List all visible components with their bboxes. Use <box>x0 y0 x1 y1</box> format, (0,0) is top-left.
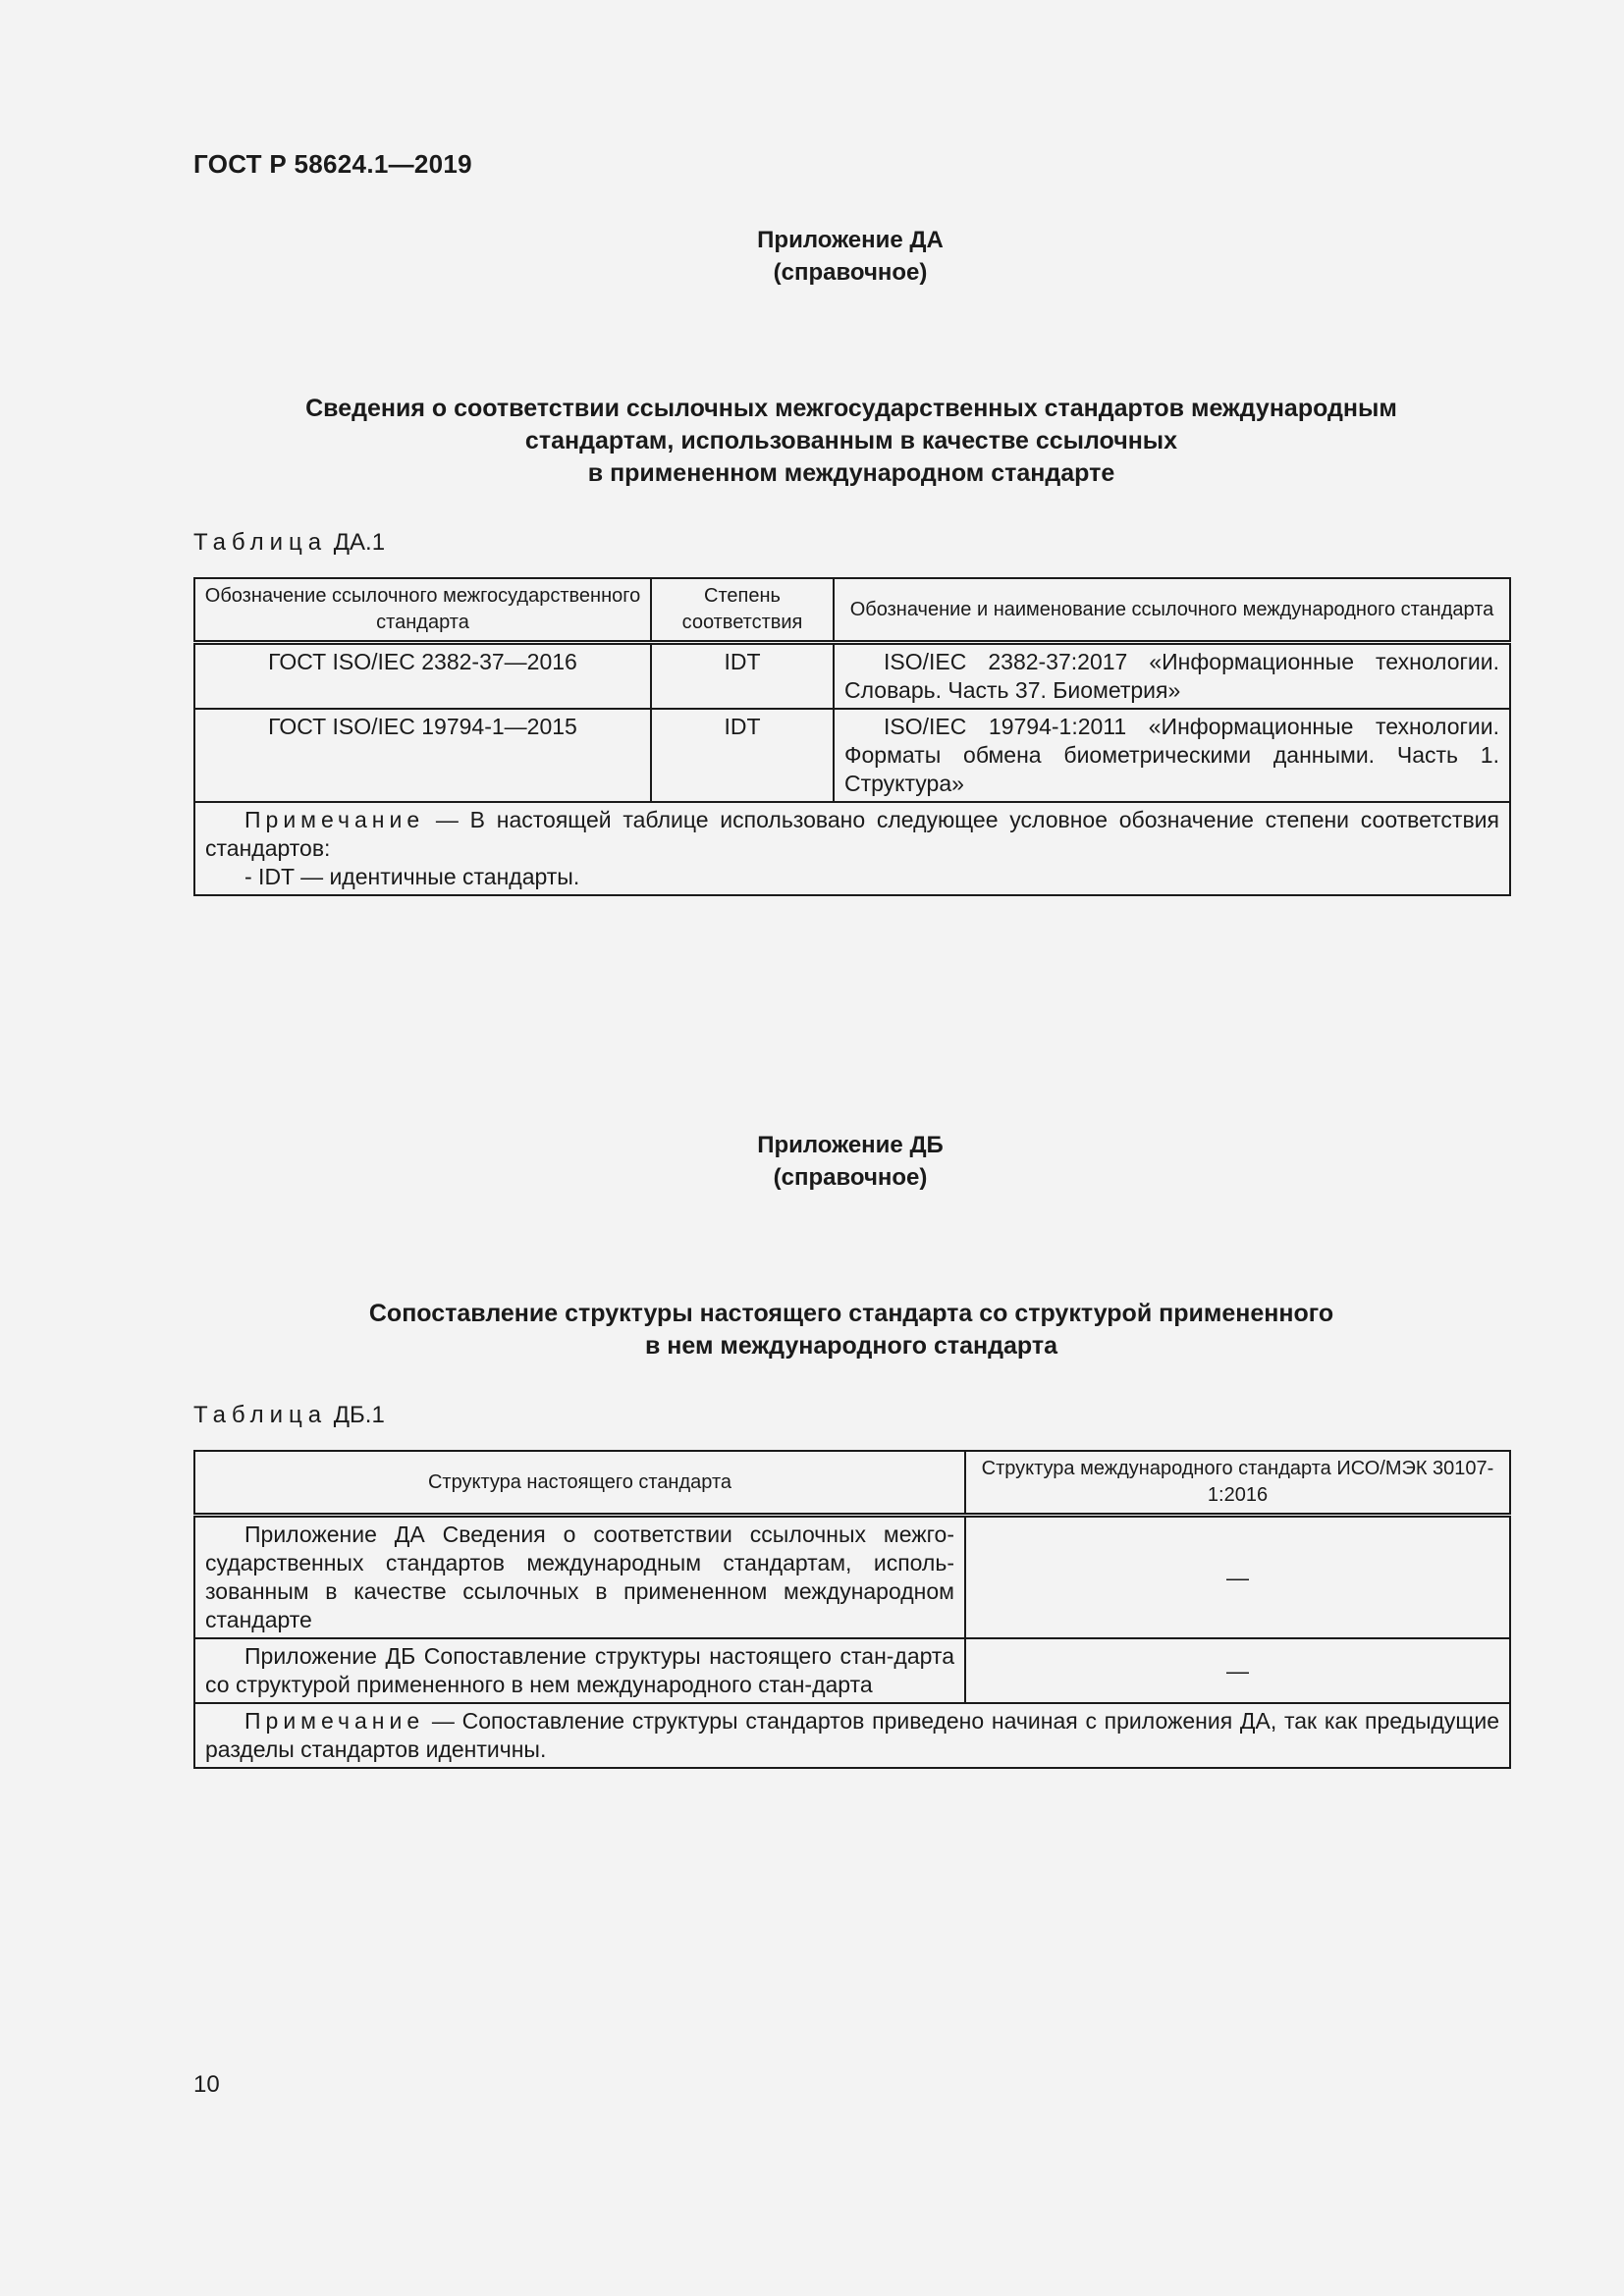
annex-da-title <box>0 224 1624 289</box>
note-text: — В настоящей таблице использовано следующее условное обозначение степени соответствия стандартов: <box>205 807 1499 861</box>
cell-degree: IDT <box>651 709 834 802</box>
column-header: Структура международного стандарта ИСО/МЭК 30107-1:2016 <box>965 1451 1510 1516</box>
annex-db-heading <box>193 1298 1509 1362</box>
annex-da-label: Приложение ДА <box>757 227 944 253</box>
table-note-row <box>194 1703 1510 1768</box>
table-note <box>194 802 1510 895</box>
page-number: 10 <box>193 2071 220 2098</box>
note-item: - IDT — идентичные стандарты. <box>244 864 580 889</box>
cell-intl: ISO/IEC 2382-37:2017 «Информационные технологии. Словарь. Часть 37. Биометрия» <box>834 643 1510 710</box>
annex-da-heading <box>193 393 1509 490</box>
cell-degree: IDT <box>651 643 834 710</box>
heading-line: Сведения о соответствии ссылочных межгосударственных стандартов международным <box>305 395 1397 422</box>
table-header-row <box>194 578 1510 643</box>
table-row <box>194 1638 1510 1703</box>
cell-intl-standard: — <box>965 1516 1510 1639</box>
annex-db-label: Приложение ДБ <box>757 1132 944 1158</box>
note-text: — Сопоставление структуры стандартов приведено начиная с приложения ДА, так как предыдущие разделы стандартов идентичны. <box>205 1708 1499 1762</box>
cell-this-standard: Приложение ДБ Сопоставление структуры настоящего стан-дарта со структурой примененного в нем международного стан-дарта <box>194 1638 965 1703</box>
column-header: Степень соответствия <box>651 578 834 643</box>
column-header: Структура настоящего стандарта <box>194 1451 965 1516</box>
table-label-number: ДБ.1 <box>333 1402 385 1428</box>
table-row <box>194 709 1510 802</box>
annex-db-title <box>0 1129 1624 1194</box>
document-code: ГОСТ Р 58624.1—2019 <box>193 149 472 179</box>
cell-intl: ISO/IEC 19794-1:2011 «Информационные технологии. Форматы обмена биометрическими данными. Часть 1. Структура» <box>834 709 1510 802</box>
table-label-number: ДА.1 <box>333 529 386 556</box>
table-header-row <box>194 1451 1510 1516</box>
column-header: Обозначение и наименование ссылочного международного стандарта <box>834 578 1510 643</box>
table-label-word: Таблица <box>193 529 328 556</box>
heading-line: в примененном международном стандарте <box>587 459 1115 487</box>
heading-line: стандартам, использованным в качестве ссылочных <box>524 427 1178 454</box>
table-da1-label <box>193 529 385 557</box>
table-label-word: Таблица <box>193 1402 328 1428</box>
annex-db-status: (справочное) <box>773 1164 928 1191</box>
cell-this-standard: Приложение ДА Сведения о соответствии ссылочных межго-сударственных стандартов международным стандартам, исполь-зованным в качестве ссылочных в примененном международном стандарте <box>194 1516 965 1639</box>
note-label: Примечание <box>244 1708 425 1734</box>
table-da1 <box>193 577 1511 896</box>
table-note <box>194 1703 1510 1768</box>
column-header: Обозначение ссылочного межгосударственного стандарта <box>194 578 651 643</box>
cell-standard: ГОСТ ISO/IEC 2382-37—2016 <box>194 643 651 710</box>
heading-line: Сопоставление структуры настоящего стандарта со структурой примененного <box>368 1300 1334 1327</box>
table-note-row <box>194 802 1510 895</box>
table-db1-label <box>193 1402 385 1429</box>
table-row <box>194 643 1510 710</box>
table-db1 <box>193 1450 1511 1769</box>
annex-da-status: (справочное) <box>773 259 928 286</box>
cell-intl-standard: — <box>965 1638 1510 1703</box>
heading-line: в нем международного стандарта <box>644 1332 1058 1360</box>
table-row <box>194 1516 1510 1639</box>
cell-standard: ГОСТ ISO/IEC 19794-1—2015 <box>194 709 651 802</box>
note-label: Примечание <box>244 807 425 832</box>
